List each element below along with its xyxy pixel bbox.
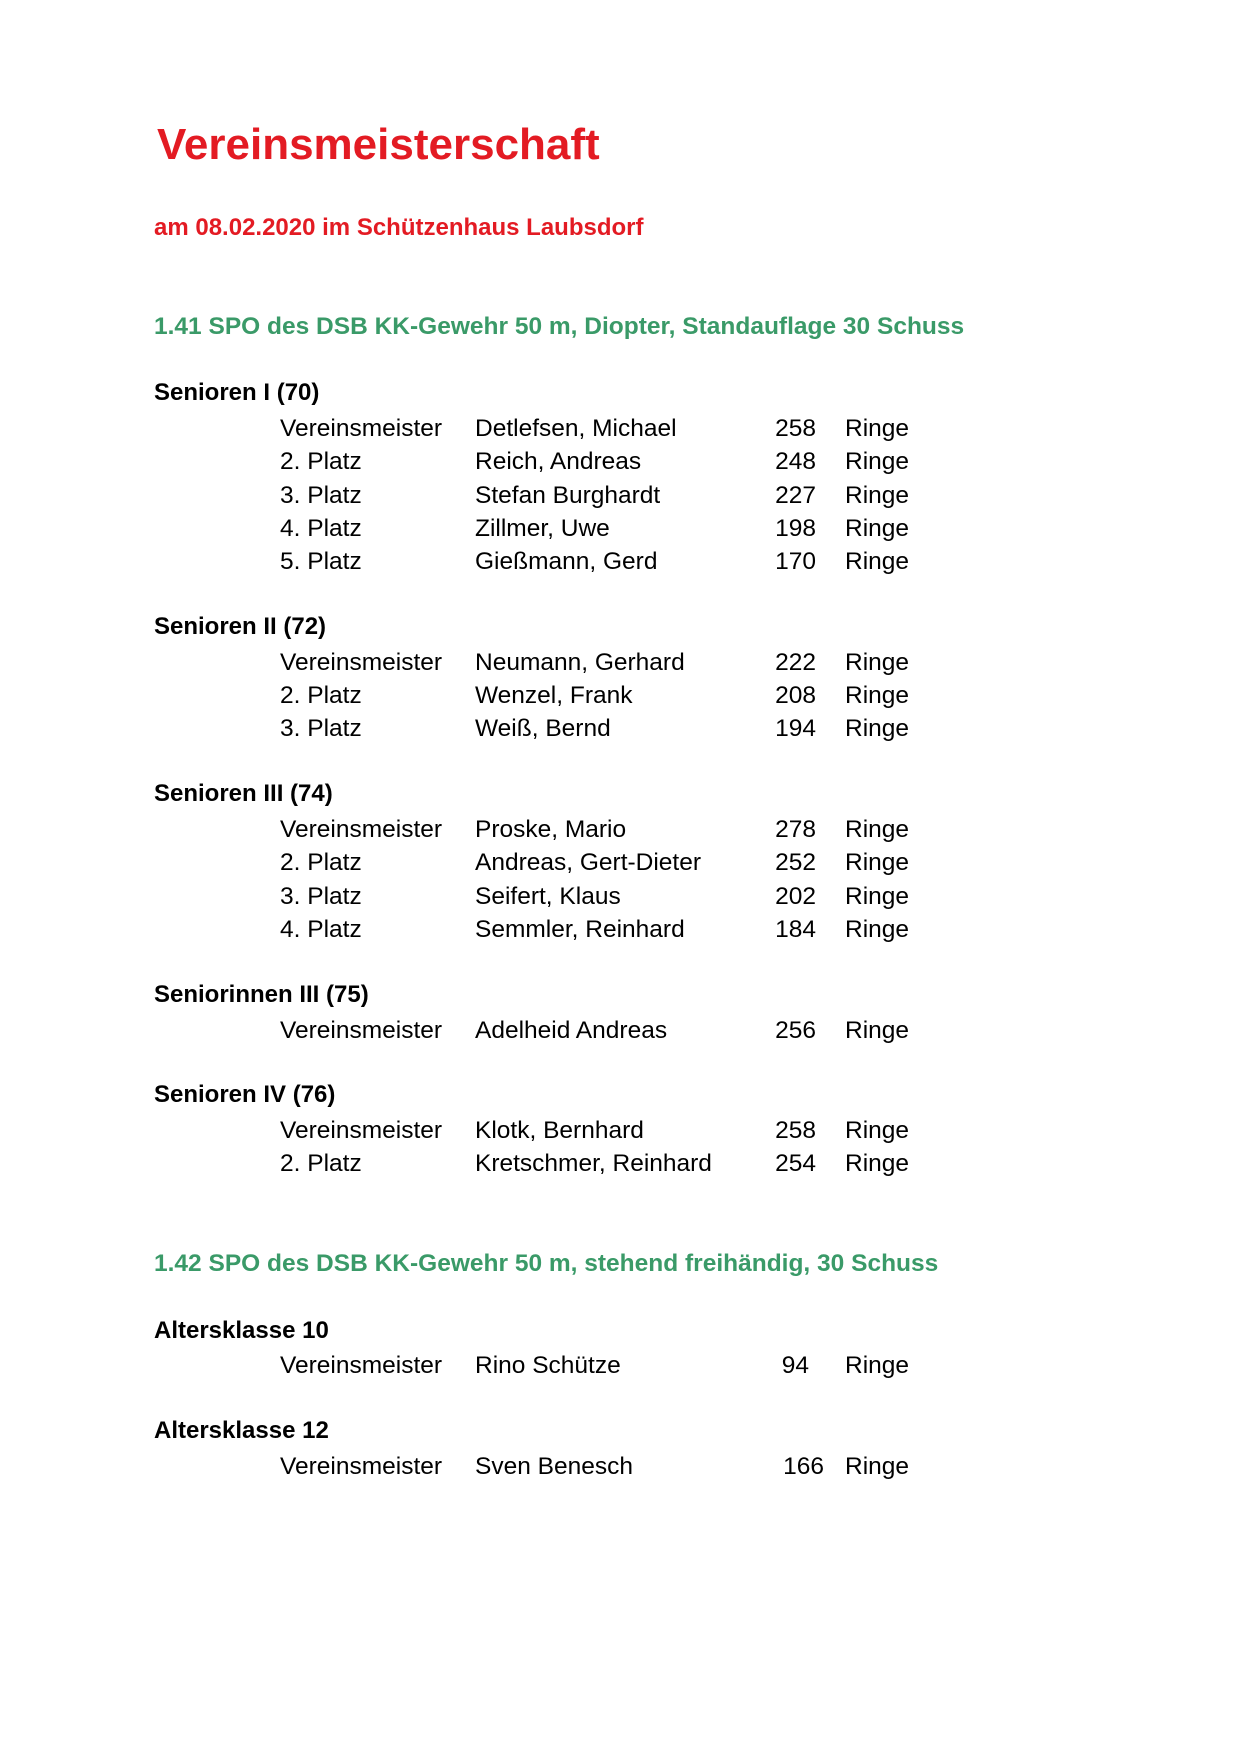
result-place: Vereinsmeister	[280, 1352, 443, 1379]
result-score: 208	[775, 682, 816, 709]
result-score: 252	[775, 849, 816, 876]
result-score: 258	[775, 1117, 816, 1144]
result-unit: Ringe	[845, 515, 910, 542]
result-unit: Ringe	[845, 883, 910, 910]
result-row	[0, 1349, 1240, 1382]
result-score: 248	[775, 448, 816, 475]
result-score: 194	[775, 715, 816, 742]
result-row	[0, 512, 1240, 545]
result-name: Reich, Andreas	[475, 448, 642, 475]
group-heading: Seniorinnen III (75)	[154, 981, 369, 1008]
group-heading: Senioren III (74)	[154, 780, 333, 807]
result-name: Neumann, Gerhard	[475, 649, 685, 676]
result-row	[0, 913, 1240, 946]
result-place: Vereinsmeister	[280, 1017, 443, 1044]
result-unit: Ringe	[845, 715, 910, 742]
result-score: 202	[775, 883, 816, 910]
result-name: Rino Schütze	[475, 1352, 621, 1379]
page-title: Vereinsmeisterschaft	[157, 120, 600, 169]
result-place: 4. Platz	[280, 916, 362, 943]
result-unit: Ringe	[845, 682, 910, 709]
group-heading: Senioren IV (76)	[154, 1081, 336, 1108]
result-unit: Ringe	[845, 1352, 910, 1379]
result-unit: Ringe	[845, 1150, 910, 1177]
result-place: 2. Platz	[280, 448, 362, 475]
result-place: 5. Platz	[280, 548, 362, 575]
result-row	[0, 846, 1240, 879]
result-unit: Ringe	[845, 448, 910, 475]
result-name: Adelheid Andreas	[475, 1017, 668, 1044]
result-unit: Ringe	[845, 816, 910, 843]
result-row	[0, 679, 1240, 712]
result-row	[0, 813, 1240, 846]
section-heading: 1.42 SPO des DSB KK-Gewehr 50 m, stehend freihändig, 30 Schuss	[154, 1250, 939, 1277]
result-place: Vereinsmeister	[280, 1453, 443, 1480]
result-row	[0, 1147, 1240, 1180]
result-score: 254	[775, 1150, 816, 1177]
result-unit: Ringe	[845, 1017, 910, 1044]
result-row	[0, 545, 1240, 578]
result-name: Klotk, Bernhard	[475, 1117, 644, 1144]
result-name: Semmler, Reinhard	[475, 916, 685, 943]
result-row	[0, 1450, 1240, 1483]
result-name: Weiß, Bernd	[475, 715, 611, 742]
result-unit: Ringe	[845, 482, 910, 509]
result-score: 94	[781, 1352, 809, 1379]
result-row	[0, 479, 1240, 512]
result-place: Vereinsmeister	[280, 649, 443, 676]
result-name: Sven Benesch	[475, 1453, 633, 1480]
result-name: Wenzel, Frank	[475, 682, 633, 709]
result-place: 4. Platz	[280, 515, 362, 542]
result-unit: Ringe	[845, 1453, 910, 1480]
result-score: 227	[775, 482, 816, 509]
result-name: Detlefsen, Michael	[475, 415, 677, 442]
result-score: 166	[783, 1453, 824, 1480]
result-place: Vereinsmeister	[280, 415, 443, 442]
result-unit: Ringe	[845, 415, 910, 442]
result-name: Zillmer, Uwe	[475, 515, 610, 542]
group-heading: Altersklasse 10	[154, 1317, 329, 1344]
result-row	[0, 1014, 1240, 1047]
result-place: Vereinsmeister	[280, 1117, 443, 1144]
result-place: 2. Platz	[280, 849, 362, 876]
result-row	[0, 445, 1240, 478]
result-score: 222	[775, 649, 816, 676]
event-subtitle: am 08.02.2020 im Schützenhaus Laubsdorf	[154, 214, 644, 241]
result-row	[0, 1114, 1240, 1147]
result-name: Andreas, Gert-Dieter	[475, 849, 702, 876]
result-score: 278	[775, 816, 816, 843]
result-place: 2. Platz	[280, 682, 362, 709]
result-name: Kretschmer, Reinhard	[475, 1150, 712, 1177]
result-place: 3. Platz	[280, 482, 362, 509]
result-name: Gießmann, Gerd	[475, 548, 658, 575]
result-name: Stefan Burghardt	[475, 482, 661, 509]
result-row	[0, 712, 1240, 745]
group-heading: Senioren II (72)	[154, 613, 327, 640]
result-score: 258	[775, 415, 816, 442]
section-heading: 1.41 SPO des DSB KK-Gewehr 50 m, Diopter, Standauflage 30 Schuss	[154, 313, 965, 340]
result-row	[0, 880, 1240, 913]
group-heading: Altersklasse 12	[154, 1417, 329, 1444]
result-name: Seifert, Klaus	[475, 883, 621, 910]
result-unit: Ringe	[845, 916, 910, 943]
result-unit: Ringe	[845, 548, 910, 575]
result-row	[0, 646, 1240, 679]
result-place: 2. Platz	[280, 1150, 362, 1177]
result-score: 198	[775, 515, 816, 542]
result-name: Proske, Mario	[475, 816, 627, 843]
result-place: 3. Platz	[280, 883, 362, 910]
result-unit: Ringe	[845, 649, 910, 676]
result-place: Vereinsmeister	[280, 816, 443, 843]
result-unit: Ringe	[845, 849, 910, 876]
result-score: 170	[775, 548, 816, 575]
result-row	[0, 412, 1240, 445]
group-heading: Senioren I (70)	[154, 379, 320, 406]
result-place: 3. Platz	[280, 715, 362, 742]
result-score: 256	[775, 1017, 816, 1044]
result-score: 184	[775, 916, 816, 943]
result-unit: Ringe	[845, 1117, 910, 1144]
